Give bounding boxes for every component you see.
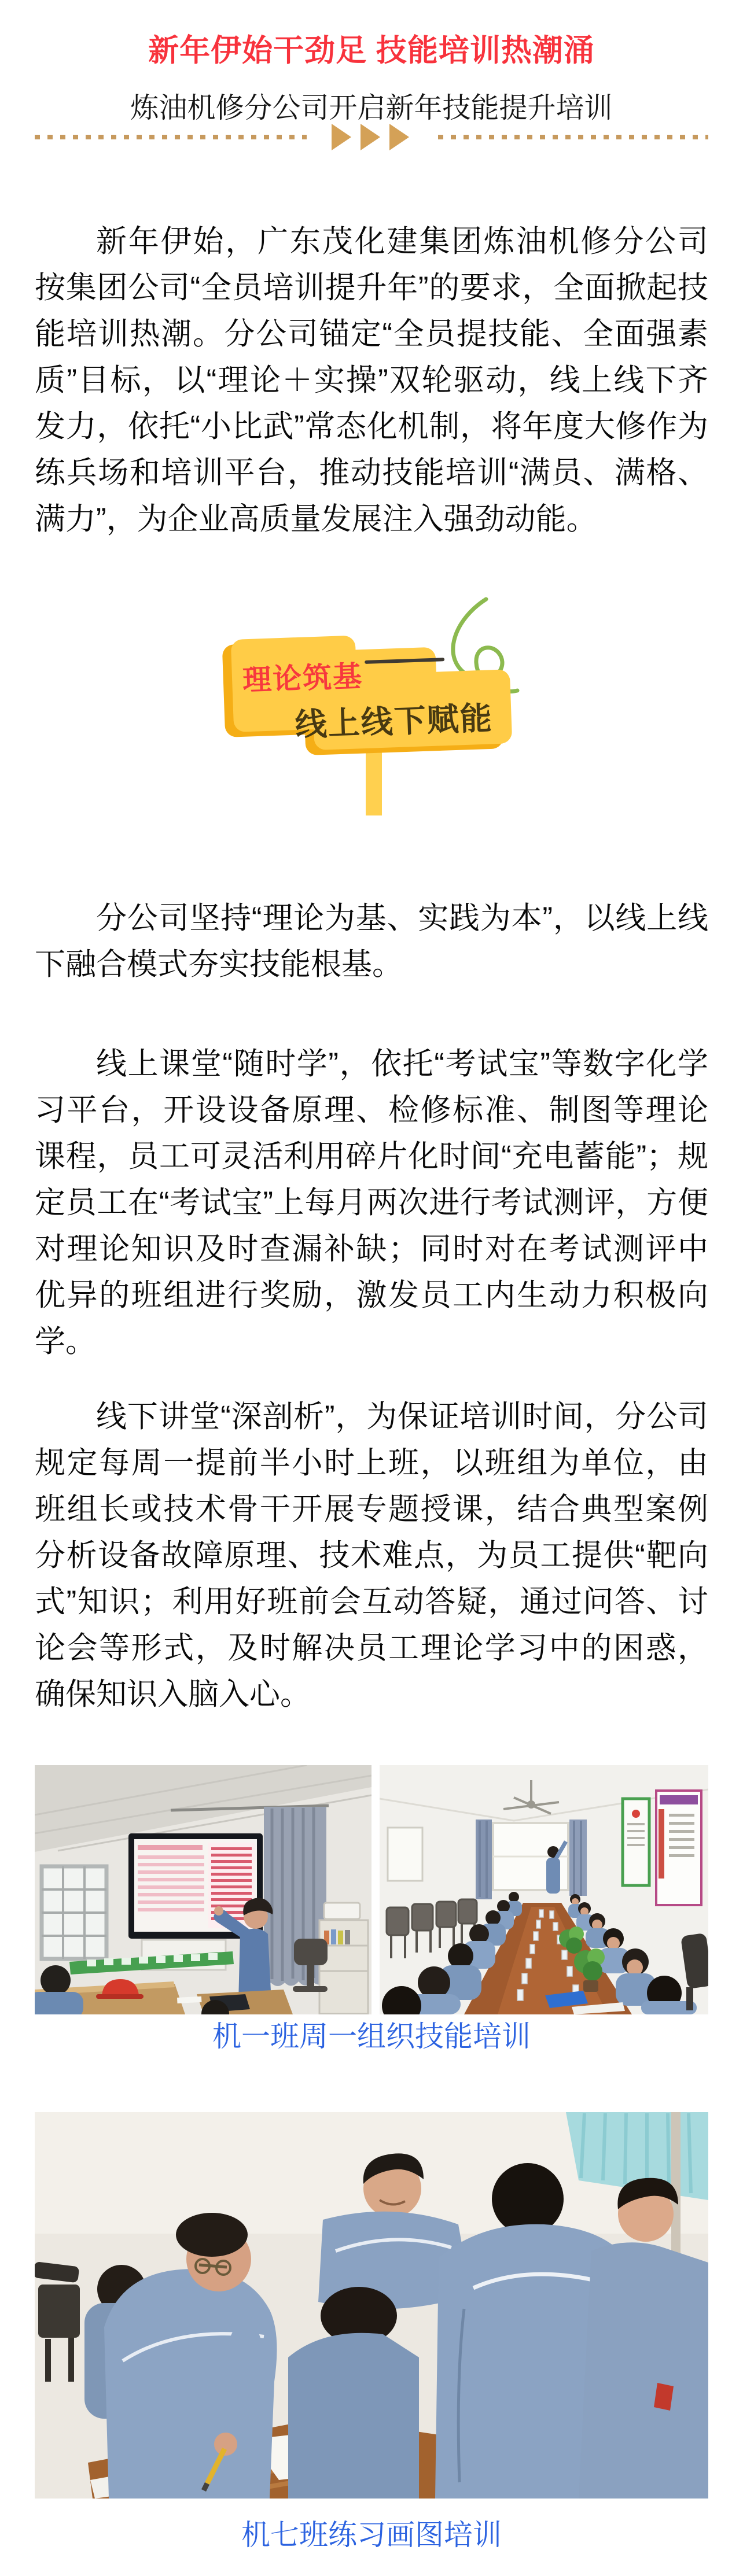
article-title: 新年伊始干劲足 技能培训热潮涌 (148, 33, 595, 68)
tv-screen (128, 1833, 263, 1939)
paragraph-intro: 新年伊始，广东茂化建集团炼油机修分公司按集团公司“全员培训提升年”的要求，全面掀起技能培训热潮。分公司锚定“全员提技能、全面强素质”目标，以“理论＋实操”双轮驱动，线上线下齐发力，依托“小比武”常态化机制，将年度大修作为练兵场和培训平台，推动技能培训“满员、满格、满力”，为企业高质量发展注入强劲动能。 (35, 224, 708, 536)
training-sign-badge (220, 588, 532, 819)
divider-arrows-icon (332, 124, 409, 150)
caption-photo-1: 机一班周一组织技能培训 (212, 2020, 531, 2053)
paragraph-online-class: 线上课堂“随时学”，依托“考试宝”等数字化学习平台，开设设备原理、检修标准、制图等理论课程，员工可灵活利用碎片化时间“充电蓄能”；规定员工在“考试宝”上每月两次进行考试测评，方便对理论知识及时查漏补缺；同时对在考试测评中优异的班组进行奖励，激发员工内生动力积极向学。 (35, 1047, 708, 1359)
caption-photo-2: 机七班练习画图培训 (241, 2519, 502, 2551)
badge-heading: 理论筑基 (242, 660, 364, 697)
photo-drawing-practice[interactable] (35, 2112, 708, 2499)
divider-dots-right (438, 135, 708, 139)
badge-subheading: 线上线下赋能 (294, 700, 494, 743)
paragraph-theory-base: 分公司坚持“理论为基、实践为本”，以线上线下融合模式夯实技能根基。 (35, 901, 708, 981)
classroom-window (42, 1866, 106, 1959)
divider-dots-left (35, 135, 307, 139)
photo-classroom-presentation[interactable] (35, 1765, 372, 2014)
divider (35, 124, 708, 150)
red-pocket-tag (654, 2383, 674, 2411)
article-subtitle: 炼油机修分公司开启新年技能提升培训 (130, 92, 613, 124)
photo-meeting-room[interactable] (380, 1765, 708, 2014)
paragraph-offline-class: 线下讲堂“深剖析”，为保证培训时间，分公司规定每周一提前半小时上班，以班组为单位，由班组长或技术骨干开展专题授课，结合典型案例分析设备故障原理、技术难点，为员工提供“靶向式”知识；利用好班前会互动答疑，通过问答、讨论会等形式，及时解决员工理论学习中的困惑，确保知识入脑入心。 (35, 1400, 708, 1711)
